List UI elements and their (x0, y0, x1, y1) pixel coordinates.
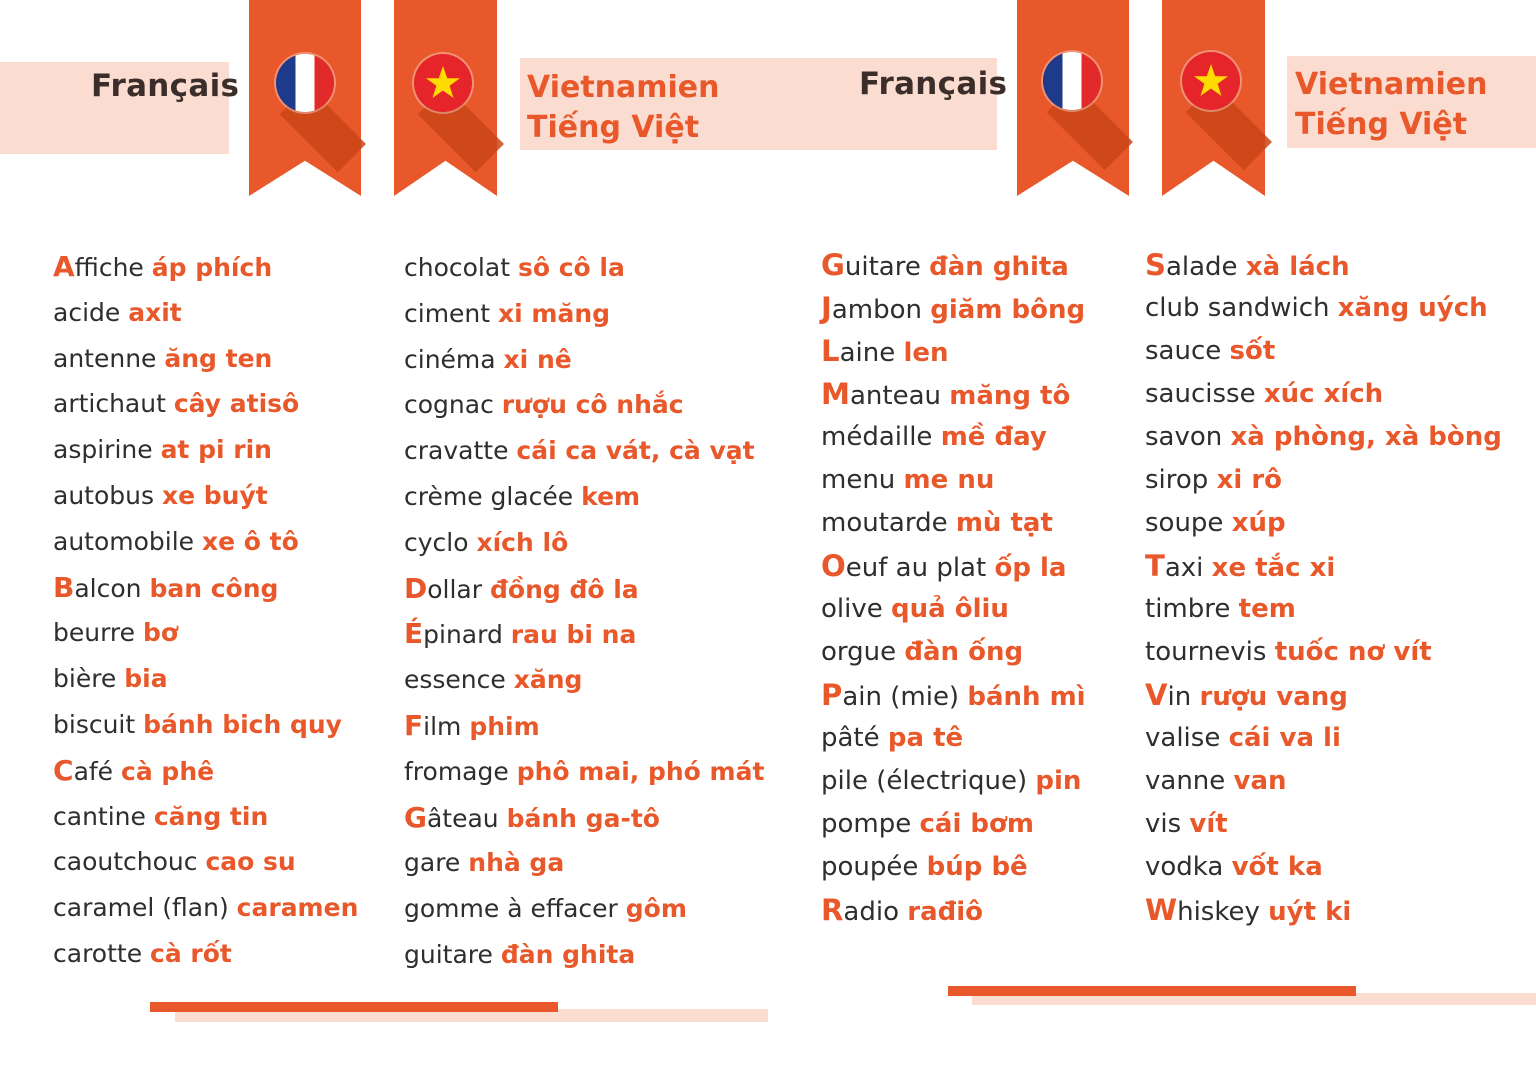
vietnamese-word: xúc xích (1263, 379, 1384, 409)
french-word: soupe (1145, 508, 1224, 538)
word-entry (404, 840, 764, 886)
french-word: poupée (821, 852, 919, 882)
word-entry (1145, 674, 1502, 717)
vietnamese-word: ăng ten (164, 343, 273, 373)
header-vietnamien-label: Vietnamien (527, 70, 720, 105)
french-word: alcon (74, 573, 142, 603)
french-word: automobile (53, 526, 195, 556)
vietnamese-word: búp bê (926, 852, 1028, 882)
french-word: autobus (53, 480, 155, 510)
french-word: essence (404, 665, 506, 695)
word-entry (1145, 846, 1502, 889)
header-francais-left: Français (91, 68, 240, 104)
french-word: hiskey (1177, 897, 1260, 927)
initial-letter: V (1145, 678, 1168, 712)
french-word: savon (1145, 422, 1223, 452)
vietnamese-word: uýt ki (1268, 897, 1352, 927)
word-entry (1145, 803, 1502, 846)
french-word: crème glacée (404, 481, 574, 511)
star-icon (1191, 61, 1231, 101)
header-vietnamien-left (527, 68, 720, 148)
french-word: âteau (426, 803, 499, 833)
word-entry (53, 656, 358, 702)
initial-letter: D (404, 571, 428, 605)
vietnamese-word: axit (128, 297, 182, 327)
word-entry (821, 717, 1086, 760)
vietnam-flag-icon (1182, 52, 1240, 110)
word-entry (1145, 330, 1502, 373)
french-word: valise (1145, 723, 1221, 753)
french-word: aspirine (53, 435, 153, 465)
french-word: ollar (427, 574, 483, 604)
vietnamese-word: xe ô tô (202, 526, 299, 556)
word-entry (53, 794, 358, 840)
word-column-3 (821, 244, 1086, 932)
vietnamese-word: xà lách (1245, 252, 1350, 282)
vietnamese-word: me nu (903, 465, 995, 495)
vietnamese-word: đàn ghita (929, 252, 1069, 282)
french-word: pile (électrique) (821, 766, 1028, 796)
french-word: artichaut (53, 389, 166, 419)
initial-letter: F (404, 708, 424, 742)
french-word: gomme à effacer (404, 894, 618, 924)
word-entry (1145, 459, 1502, 502)
word-column-1 (53, 244, 358, 977)
french-word: saucisse (1145, 379, 1256, 409)
word-entry (1145, 631, 1502, 674)
initial-letter: R (821, 893, 844, 927)
vietnamese-word: phim (469, 711, 540, 741)
word-entry (1145, 416, 1502, 459)
initial-letter: C (53, 753, 74, 787)
vietnamese-word: đồng đô la (490, 574, 639, 604)
vietnamese-word: xi rô (1216, 465, 1282, 495)
french-word: cantine (53, 801, 146, 831)
vietnamese-word: xe tắc xi (1211, 553, 1336, 583)
word-entry (53, 290, 358, 336)
french-word: cravatte (404, 436, 509, 466)
star-icon (423, 63, 463, 103)
word-entry (1145, 545, 1502, 588)
french-word: pinard (423, 620, 503, 650)
word-entry (53, 336, 358, 382)
word-entry (53, 427, 358, 473)
vietnam-flag-icon (414, 54, 472, 112)
word-entry (404, 749, 764, 795)
french-word: anteau (849, 381, 941, 411)
french-word: afé (73, 756, 114, 786)
word-entry (53, 702, 358, 748)
vietnamese-word: rađiô (907, 897, 984, 927)
french-word: cyclo (404, 527, 469, 557)
vietnamese-word: rau bi na (510, 620, 637, 650)
french-word: ambon (831, 295, 922, 325)
word-entry (821, 330, 1086, 373)
word-entry (1145, 717, 1502, 760)
word-entry (53, 565, 358, 611)
french-word: tournevis (1145, 637, 1267, 667)
vietnamese-word: cái va li (1228, 723, 1341, 753)
french-flag-icon (1043, 52, 1101, 110)
vietnamese-word: cà phê (121, 756, 215, 786)
vietnamese-word: bánh bich quy (143, 709, 342, 739)
word-entry (821, 373, 1086, 416)
french-word: moutarde (821, 508, 948, 538)
french-word: menu (821, 465, 896, 495)
french-word: carotte (53, 938, 143, 968)
word-entry (821, 244, 1086, 287)
french-word: beurre (53, 618, 136, 648)
vietnamese-word: xúp (1231, 508, 1286, 538)
french-flag-icon (276, 54, 334, 112)
vietnamese-word: cao su (205, 847, 296, 877)
french-word: bière (53, 664, 117, 694)
vietnamese-word: căng tin (153, 801, 269, 831)
word-entry (404, 932, 764, 978)
french-word: ffiche (74, 253, 144, 282)
vietnamese-word: xà phòng, xà bòng (1230, 422, 1502, 452)
header-vietnamien-label: Vietnamien (1295, 67, 1488, 102)
word-entry (1145, 588, 1502, 631)
french-word: cognac (404, 390, 494, 420)
vietnamese-word: rượu cô nhắc (501, 390, 684, 420)
word-entry (404, 245, 764, 291)
french-word: guitare (404, 939, 493, 969)
flag-fr-right (1043, 52, 1101, 110)
french-word: ciment (404, 298, 491, 328)
word-entry (1145, 889, 1502, 932)
word-entry (821, 502, 1086, 545)
word-entry (821, 545, 1086, 588)
word-column-2 (404, 245, 764, 978)
initial-letter: G (404, 800, 427, 834)
vietnamese-word: xi măng (498, 298, 611, 328)
vietnamese-word: vốt ka (1231, 852, 1323, 882)
vietnamese-word: cà rốt (150, 938, 232, 968)
vietnamese-word: ban công (149, 573, 279, 603)
vietnamese-word: cái ca vát, cà vạt (516, 436, 755, 466)
vietnamese-word: xi nê (503, 344, 572, 374)
french-word: orgue (821, 637, 897, 667)
french-word: fromage (404, 756, 509, 786)
vietnamese-word: đàn ghita (500, 939, 636, 969)
word-entry (53, 381, 358, 427)
french-word: caoutchouc (53, 847, 198, 877)
french-word: olive (821, 594, 883, 624)
word-entry (404, 337, 764, 383)
word-entry (821, 631, 1086, 674)
vietnamese-word: áp phích (151, 253, 273, 282)
french-word: vodka (1145, 852, 1224, 882)
word-entry (404, 382, 764, 428)
vietnamese-word: xăng (513, 665, 583, 695)
flag-vi-left (414, 54, 472, 112)
header-francais-right: Français (859, 66, 1008, 102)
header-tieng-viet-label: Tiếng Việt (1295, 107, 1468, 142)
word-entry (821, 889, 1086, 932)
initial-letter: O (821, 549, 846, 583)
french-word: club sandwich (1145, 293, 1330, 323)
vietnamese-word: sốt (1229, 336, 1276, 366)
word-entry (53, 244, 358, 290)
french-word: ain (mie) (842, 682, 960, 712)
vietnamese-word: at pi rin (160, 435, 272, 465)
vietnamese-word: bánh ga-tô (506, 803, 660, 833)
initial-letter: T (1145, 549, 1165, 583)
header-vietnamien-right (1295, 65, 1488, 145)
initial-letter: A (53, 250, 75, 283)
vietnamese-word: xích lô (476, 527, 569, 557)
word-entry (821, 588, 1086, 631)
word-column-4 (1145, 244, 1502, 932)
word-entry (821, 760, 1086, 803)
vietnamese-word: xăng uých (1337, 293, 1488, 323)
word-entry (1145, 373, 1502, 416)
french-word: uitare (844, 252, 921, 282)
word-entry (404, 566, 764, 612)
word-entry (821, 416, 1086, 459)
initial-letter: W (1145, 893, 1178, 927)
vietnamese-word: sô cô la (517, 253, 625, 282)
vietnamese-word: len (903, 338, 949, 368)
initial-letter: L (821, 334, 840, 368)
word-entry (53, 931, 358, 977)
word-entry (53, 610, 358, 656)
vietnamese-word: nhà ga (468, 848, 565, 878)
word-entry (404, 886, 764, 932)
vietnamese-word: quả ôliu (891, 594, 1009, 624)
vietnamese-word: măng tô (949, 381, 1071, 411)
vietnamese-word: đàn ống (904, 637, 1024, 667)
word-entry (821, 459, 1086, 502)
french-word: biscuit (53, 709, 136, 739)
vietnamese-word: tuốc nơ vít (1274, 637, 1432, 667)
vietnamese-word: pin (1035, 766, 1082, 796)
word-entry (1145, 244, 1502, 287)
initial-letter: S (1145, 248, 1166, 282)
vietnamese-word: van (1233, 766, 1287, 796)
french-word: timbre (1145, 594, 1231, 624)
word-entry (821, 846, 1086, 889)
flag-fr-left (276, 54, 334, 112)
initial-letter: M (821, 377, 850, 411)
french-word: médaille (821, 422, 933, 452)
vietnamese-word: giăm bông (930, 295, 1086, 325)
initial-letter: P (821, 678, 843, 712)
vietnamese-word: bơ (143, 618, 179, 648)
flag-vi-right (1182, 52, 1240, 110)
french-word: alade (1165, 252, 1238, 282)
initial-letter: É (404, 617, 424, 651)
french-word: ilm (423, 711, 462, 741)
word-entry (53, 839, 358, 885)
word-entry (404, 795, 764, 841)
vietnamese-word: mù tạt (955, 508, 1053, 538)
word-entry (404, 428, 764, 474)
word-entry (821, 803, 1086, 846)
vietnamese-word: cái bơm (919, 809, 1035, 839)
french-word: chocolat (404, 253, 510, 282)
french-word: adio (843, 897, 899, 927)
french-word: sirop (1145, 465, 1209, 495)
french-word: vis (1145, 809, 1182, 839)
word-entry (821, 287, 1086, 330)
word-entry (404, 611, 764, 657)
word-entry (404, 520, 764, 566)
vietnamese-word: mề đay (940, 422, 1047, 452)
french-word: axi (1164, 553, 1204, 583)
french-word: pompe (821, 809, 912, 839)
french-word: cinéma (404, 344, 496, 374)
vietnamese-word: tem (1238, 594, 1296, 624)
accent-bar-left (150, 1002, 558, 1012)
word-entry (1145, 760, 1502, 803)
vietnamese-word: bia (124, 664, 168, 694)
french-word: acide (53, 297, 121, 327)
word-entry (53, 748, 358, 794)
french-word: vanne (1145, 766, 1226, 796)
vietnamese-word: kem (581, 481, 641, 511)
word-entry (404, 657, 764, 703)
word-entry (1145, 502, 1502, 545)
initial-letter: B (53, 570, 75, 604)
word-entry (404, 291, 764, 337)
french-word: in (1167, 682, 1192, 712)
french-word: aine (839, 338, 896, 368)
word-entry (1145, 287, 1502, 330)
word-entry (53, 473, 358, 519)
initial-letter: J (821, 291, 832, 325)
word-entry (821, 674, 1086, 717)
word-entry (53, 519, 358, 565)
vietnamese-word: gôm (625, 894, 687, 924)
french-word: euf au plat (845, 553, 987, 583)
french-word: pâté (821, 723, 880, 753)
vietnamese-word: phô mai, phó mát (516, 756, 765, 786)
french-word: antenne (53, 343, 157, 373)
initial-letter: G (821, 248, 845, 282)
french-word: caramel (flan) (53, 893, 229, 923)
word-entry (404, 703, 764, 749)
accent-bar-right (948, 986, 1356, 996)
vietnamese-word: bánh mì (967, 682, 1086, 712)
french-word: sauce (1145, 336, 1222, 366)
vietnamese-word: caramen (236, 893, 359, 923)
header-tieng-viet-label: Tiếng Việt (527, 110, 700, 145)
french-word: gare (404, 848, 461, 878)
vietnamese-word: cây atisô (173, 389, 300, 419)
vietnamese-word: ốp la (994, 553, 1067, 583)
word-entry (53, 885, 358, 931)
vietnamese-word: xe buýt (161, 480, 268, 510)
vietnamese-word: vít (1189, 809, 1228, 839)
vietnamese-word: pa tê (887, 723, 964, 753)
word-entry (404, 474, 764, 520)
vietnamese-word: rượu vang (1199, 682, 1348, 712)
